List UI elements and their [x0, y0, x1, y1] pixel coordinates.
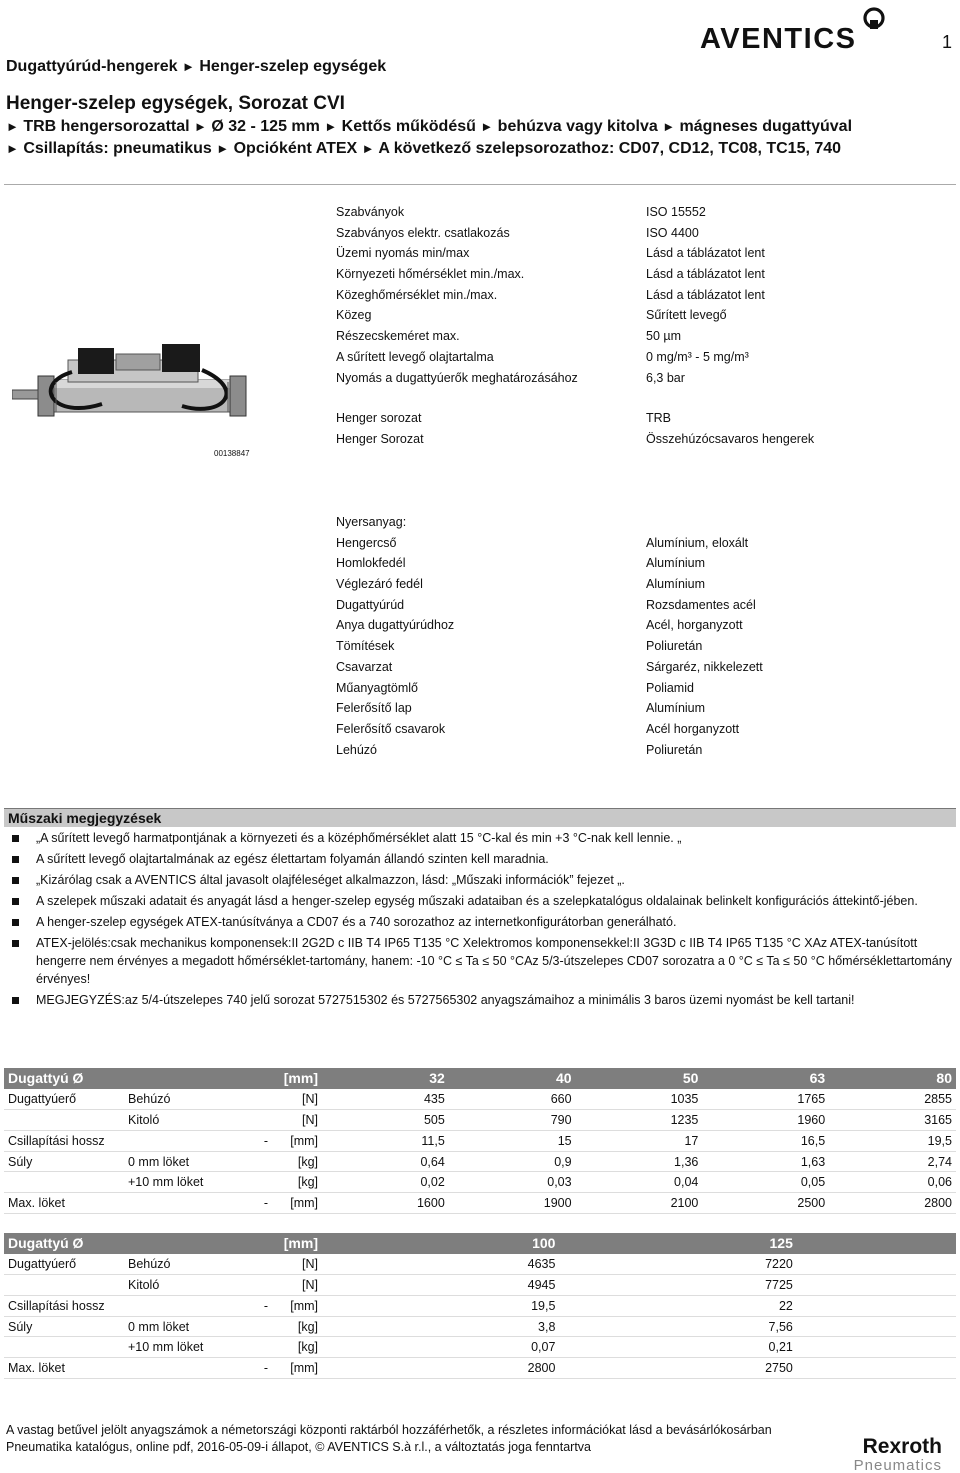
spec-value: Poliuretán — [646, 639, 703, 654]
table-cell — [903, 1254, 956, 1275]
spec-value: Lásd a táblázatot lent — [646, 267, 765, 282]
table-row — [4, 1193, 956, 1214]
table-cell: 2100 — [576, 1193, 703, 1214]
page-number: 1 — [941, 32, 952, 52]
spec-value: TRB — [646, 411, 671, 425]
table-cell: 1,36 — [576, 1151, 703, 1172]
spec-value: Lásd a táblázatot lent — [646, 287, 765, 302]
spec-row — [336, 350, 946, 371]
table-cell — [4, 1275, 124, 1296]
table-cell: 4945 — [322, 1275, 559, 1296]
table-cell: 660 — [449, 1089, 576, 1110]
table-cell: [kg] — [272, 1316, 322, 1337]
table-cell: 2855 — [829, 1089, 956, 1110]
subtitle-item: Csillapítás: pneumatikus — [23, 140, 212, 157]
table-header-cell: [mm] — [272, 1233, 322, 1254]
spec-value: ISO 4400 — [646, 225, 699, 240]
spec-label: Részecskeméret max. — [336, 329, 460, 344]
table-cell — [797, 1254, 850, 1275]
table-cell — [242, 1316, 272, 1337]
product-image — [12, 300, 250, 440]
note-item: A szelepek műszaki adatait és anyagát lásd a henger-szelep egység műszaki adataiban és a szelepkatalógus oldalainak belinkelt konfigurációs áttekintő-jében. — [12, 892, 954, 910]
spec-row — [336, 577, 946, 598]
table-cell: [mm] — [272, 1295, 322, 1316]
note-item: MEGJEGYZÉS:az 5/4-útszelepes 740 jelű sorozat 5727515302 és 5727565302 anyagszámaihoz a minimális 3 baros üzemi nyomást be kell tartani! — [12, 991, 954, 1009]
table-cell: [mm] — [272, 1358, 322, 1379]
subtitle-item: behúzva vagy kitolva — [497, 118, 658, 135]
table-cell: Kitoló — [124, 1110, 242, 1131]
table-cell: 1765 — [702, 1089, 829, 1110]
image-id: 00138847 — [214, 449, 250, 458]
spec-label: Felerősítő csavarok — [336, 721, 446, 736]
table-cell — [850, 1337, 903, 1358]
force-table-2 — [4, 1233, 956, 1379]
note-item: A henger-szelep egységek ATEX-tanúsítványa a CD07 és a 740 sorozathoz az internetkonfigurátorban generálható. — [12, 913, 954, 931]
rexroth-logo — [854, 1436, 942, 1473]
table-cell: 2,74 — [829, 1151, 956, 1172]
subtitle-item: Ø 32 - 125 mm — [211, 118, 320, 135]
table-cell — [850, 1316, 903, 1337]
table-cell: 1960 — [702, 1110, 829, 1131]
table-cell: 3165 — [829, 1110, 956, 1131]
table-cell — [850, 1254, 903, 1275]
spec-label: Henger Sorozat — [336, 431, 424, 446]
subtitle-item: TRB hengersorozattal — [23, 118, 190, 135]
table-cell: 0,21 — [559, 1337, 796, 1358]
table-cell: 790 — [449, 1110, 576, 1131]
spec-value: 0 mg/m³ - 5 mg/m³ — [646, 349, 749, 364]
spec-value: Lásd a táblázatot lent — [646, 246, 765, 261]
table-cell: +10 mm löket — [124, 1172, 242, 1193]
spec-row — [336, 701, 946, 722]
title-block — [6, 92, 852, 160]
table-header-cell — [797, 1233, 850, 1254]
table-cell: Kitoló — [124, 1275, 242, 1296]
table-header-cell — [242, 1068, 272, 1089]
table-cell: 7725 — [559, 1275, 796, 1296]
spec-value: Sárgaréz, nikkelezett — [646, 659, 763, 674]
table-cell: - — [242, 1358, 272, 1379]
table-header-row — [4, 1233, 956, 1254]
table-row — [4, 1275, 956, 1296]
spec-label: Henger sorozat — [336, 411, 422, 425]
table-cell — [242, 1089, 272, 1110]
table-cell — [903, 1295, 956, 1316]
table-cell: 3,8 — [322, 1316, 559, 1337]
spec-row — [336, 660, 946, 681]
spec-row — [336, 432, 946, 453]
spec-label: Közeghőmérséklet min./max. — [336, 287, 498, 302]
table-header-cell: 32 — [322, 1068, 449, 1089]
spec-label: Szabványok — [336, 205, 405, 219]
table-cell — [4, 1110, 124, 1131]
spec-value: Alumínium — [646, 556, 706, 571]
spec-value: Sűrített levegő — [646, 308, 727, 323]
rexroth-name: Rexroth — [862, 1435, 942, 1458]
spec-label: Véglezáró fedél — [336, 577, 423, 592]
spec-label: A sűrített levegő olajtartalma — [336, 349, 494, 364]
spec-row — [336, 536, 946, 557]
table-header-row — [4, 1068, 956, 1089]
table-cell: Max. löket — [4, 1358, 124, 1379]
table-cell — [124, 1295, 242, 1316]
table-header-cell: 80 — [829, 1068, 956, 1089]
table-header-cell: Dugattyú Ø — [4, 1068, 124, 1089]
table-cell: 0 mm löket — [124, 1151, 242, 1172]
spec-value: 50 µm — [646, 329, 681, 344]
spec-row — [336, 681, 946, 702]
table-cell: - — [242, 1130, 272, 1151]
table-cell: 2750 — [559, 1358, 796, 1379]
aventics-logo — [700, 4, 890, 54]
footer-copyright: Pneumatika katalógus, online pdf, 2016-05-09-i állapot, © AVENTICS S.à r.l., a változtatás joga fenntartva — [6, 1440, 592, 1454]
table-cell: 0,05 — [702, 1172, 829, 1193]
table-cell: 0,03 — [449, 1172, 576, 1193]
spec-row — [336, 371, 946, 392]
table-cell — [903, 1275, 956, 1296]
table-cell: 4635 — [322, 1254, 559, 1275]
table-cell — [850, 1358, 903, 1379]
arrow-icon: ► — [6, 119, 19, 134]
rexroth-sub: Pneumatics — [853, 1457, 942, 1473]
table-cell: [mm] — [272, 1193, 322, 1214]
table-cell: 0,9 — [449, 1151, 576, 1172]
table-cell — [797, 1275, 850, 1296]
spec-label: Dugattyúrúd — [336, 597, 405, 612]
table-cell — [903, 1337, 956, 1358]
table-cell: Csillapítási hossz — [4, 1295, 124, 1316]
spec-row — [336, 618, 946, 639]
table-cell — [4, 1172, 124, 1193]
page-title: Henger-szelep egységek, Sorozat CVI — [6, 93, 345, 114]
force-table-1 — [4, 1068, 956, 1214]
table-header-cell: 125 — [559, 1233, 796, 1254]
spec-row — [336, 288, 946, 309]
table-cell: Behúzó — [124, 1254, 242, 1275]
spec-row — [336, 743, 946, 764]
table-cell: 0 mm löket — [124, 1316, 242, 1337]
divider — [4, 184, 956, 185]
table-header-cell: 50 — [576, 1068, 703, 1089]
table-cell — [797, 1358, 850, 1379]
table-row — [4, 1130, 956, 1151]
arrow-icon: ► — [480, 119, 494, 134]
table-cell: Behúzó — [124, 1089, 242, 1110]
table-header-cell: [mm] — [272, 1068, 322, 1089]
arrow-icon: ► — [361, 141, 375, 156]
spec-value: ISO 15552 — [646, 205, 706, 219]
footer — [6, 1422, 806, 1456]
table-cell: [N] — [272, 1089, 322, 1110]
note-item: A sűrített levegő olajtartalmának az egész élettartam folyamán állandó szinten kell maradnia. — [12, 850, 954, 868]
table-cell: Dugattyúerő — [4, 1254, 124, 1275]
spec-label: Homlokfedél — [336, 556, 406, 571]
table-cell: 2800 — [829, 1193, 956, 1214]
table-cell: [kg] — [272, 1151, 322, 1172]
spec-row — [336, 308, 946, 329]
table-cell: [N] — [272, 1110, 322, 1131]
spec-row — [336, 411, 946, 432]
table-cell — [797, 1337, 850, 1358]
table-cell — [242, 1172, 272, 1193]
spec-row — [336, 205, 946, 226]
spec-row — [336, 515, 946, 536]
arrow-icon: ► — [6, 141, 19, 156]
spec-label: Nyersanyag: — [336, 515, 407, 529]
table-header-cell: Dugattyú Ø — [4, 1233, 124, 1254]
subtitle-line-1 — [6, 116, 852, 138]
spec-value: Alumínium, eloxált — [646, 535, 749, 550]
spec-label: Közeg — [336, 308, 372, 323]
table-cell: 1600 — [322, 1193, 449, 1214]
spec-value: Alumínium — [646, 701, 706, 716]
spec-value: Poliuretán — [646, 742, 703, 757]
breadcrumb-part1: Dugattyúrúd-hengerek — [6, 58, 178, 75]
table-cell — [850, 1275, 903, 1296]
table-cell: 1035 — [576, 1089, 703, 1110]
subtitle-item: Opcióként ATEX — [233, 140, 358, 157]
table-cell: 1235 — [576, 1110, 703, 1131]
table-cell — [124, 1193, 242, 1214]
spec-row — [336, 556, 946, 577]
spec-label: Műanyagtömlő — [336, 680, 418, 695]
table-row — [4, 1089, 956, 1110]
subtitle-item: A következő szelepsorozathoz: CD07, CD12, TC08, TC15, 740 — [378, 140, 842, 157]
spec-value: Összehúzócsavaros hengerek — [646, 431, 815, 446]
table-cell: Max. löket — [4, 1193, 124, 1214]
table-header-cell — [124, 1233, 242, 1254]
spec-label: Nyomás a dugattyúerők meghatározásához — [336, 370, 578, 385]
table-row — [4, 1295, 956, 1316]
spec-row — [336, 639, 946, 660]
table-cell: 2800 — [322, 1358, 559, 1379]
spec-label: Anya dugattyúrúdhoz — [336, 618, 455, 633]
table-cell — [903, 1316, 956, 1337]
table-row — [4, 1337, 956, 1358]
table-cell: 15 — [449, 1130, 576, 1151]
spec-label: Hengercső — [336, 535, 397, 550]
spec-label: Üzemi nyomás min/max — [336, 246, 470, 261]
table-cell: [mm] — [272, 1130, 322, 1151]
spec-list — [336, 205, 946, 391]
spec-label: Csavarzat — [336, 659, 393, 674]
table-header-cell: 40 — [449, 1068, 576, 1089]
table-header-cell — [124, 1068, 242, 1089]
spec-label: Felerősítő lap — [336, 701, 412, 716]
arrow-icon: ► — [662, 119, 676, 134]
table-row — [4, 1316, 956, 1337]
series-list — [336, 411, 946, 452]
svg-text:AVENTICS: AVENTICS — [700, 23, 857, 54]
spec-row — [336, 722, 946, 743]
table-cell: 17 — [576, 1130, 703, 1151]
spec-value: Alumínium — [646, 577, 706, 592]
table-cell: +10 mm löket — [124, 1337, 242, 1358]
table-cell: 0,07 — [322, 1337, 559, 1358]
footer-note: A vastag betűvel jelölt anyagszámok a németországi központi raktárból hozzáférhetők, a részletes információkat lásd a bevásárlókosárban — [6, 1423, 772, 1437]
arrow-icon: ► — [324, 119, 338, 134]
note-item: „A sűrített levegő harmatpontjának a környezeti és a középhőmérséklet alatt 15 °C-kal és min +3 °C-nak kell lennie. „ — [12, 829, 954, 847]
subtitle-item: Kettős működésű — [341, 118, 476, 135]
table-cell: - — [242, 1295, 272, 1316]
table-header-cell — [850, 1233, 903, 1254]
breadcrumb-part2: Henger-szelep egységek — [199, 58, 387, 75]
table-row — [4, 1110, 956, 1131]
table-cell: 1,63 — [702, 1151, 829, 1172]
arrow-icon: ► — [216, 141, 230, 156]
table-row — [4, 1151, 956, 1172]
spec-value: Poliamid — [646, 680, 694, 695]
note-item: „Kizárólag csak a AVENTICS által javasolt olajféleséget alkalmazzon, lásd: „Műszaki információk” fejezet „. — [12, 871, 954, 889]
table-cell: 7220 — [559, 1254, 796, 1275]
table-cell: Súly — [4, 1316, 124, 1337]
spec-row — [336, 329, 946, 350]
spec-value: Rozsdamentes acél — [646, 597, 756, 612]
spec-label: Környezeti hőmérséklet min./max. — [336, 267, 525, 282]
table-header-cell — [903, 1233, 956, 1254]
table-cell — [124, 1358, 242, 1379]
spec-value: Acél, horganyzott — [646, 618, 743, 633]
table-cell: 0,06 — [829, 1172, 956, 1193]
subtitle-item: mágneses dugattyúval — [679, 118, 853, 135]
table-cell: 11,5 — [322, 1130, 449, 1151]
table-cell — [242, 1254, 272, 1275]
spec-label: Lehúzó — [336, 742, 378, 757]
table-cell: 19,5 — [829, 1130, 956, 1151]
note-item: ATEX-jelölés:csak mechanikus komponensek:II 2G2D c IIB T4 IP65 T135 °C Xelektromos komponensekkel:II 3G3D c IIB T4 IP65 T135 °C XAz ATEX-tanúsított hengerre nem érvényes a megadott hőmérséklet-tartomány, hanem: -10 °C ≤ Ta ≤ 50 °CAz 5/3-útszelepes CD07 sorozatra a 0 °C ≤ Ta ≤ 50 °C hőmérséklettartomány érvényes! — [12, 934, 954, 988]
table-cell: Csillapítási hossz — [4, 1130, 124, 1151]
table-cell: 16,5 — [702, 1130, 829, 1151]
table-cell — [242, 1110, 272, 1131]
table-cell: Dugattyúerő — [4, 1089, 124, 1110]
table-row — [4, 1254, 956, 1275]
table-cell — [242, 1337, 272, 1358]
table-cell: [N] — [272, 1254, 322, 1275]
table-cell: 1900 — [449, 1193, 576, 1214]
spec-row — [336, 598, 946, 619]
table-cell: 7,56 — [559, 1316, 796, 1337]
table-cell — [903, 1358, 956, 1379]
spec-value — [646, 515, 946, 536]
table-cell: 19,5 — [322, 1295, 559, 1316]
table-cell — [4, 1337, 124, 1358]
table-row — [4, 1172, 956, 1193]
table-cell — [242, 1151, 272, 1172]
spec-label: Tömítések — [336, 639, 395, 654]
table-cell: 0,04 — [576, 1172, 703, 1193]
spec-value: Acél horganyzott — [646, 721, 740, 736]
table-header-cell: 100 — [322, 1233, 559, 1254]
notes-heading: Műszaki megjegyzések — [4, 808, 956, 827]
table-cell: [N] — [272, 1275, 322, 1296]
table-cell: 505 — [322, 1110, 449, 1131]
notes-list — [12, 829, 954, 1012]
arrow-icon: ► — [182, 59, 195, 74]
table-cell: - — [242, 1193, 272, 1214]
spec-label: Szabványos elektr. csatlakozás — [336, 225, 510, 240]
table-cell: [kg] — [272, 1172, 322, 1193]
spec-row — [336, 226, 946, 247]
arrow-icon: ► — [194, 119, 207, 134]
table-cell: 22 — [559, 1295, 796, 1316]
table-cell: [kg] — [272, 1337, 322, 1358]
table-row — [4, 1358, 956, 1379]
spec-row — [336, 246, 946, 267]
table-cell: Súly — [4, 1151, 124, 1172]
breadcrumb — [6, 58, 386, 76]
subtitle-line-2 — [6, 138, 852, 160]
spec-row — [336, 267, 946, 288]
table-cell — [850, 1295, 903, 1316]
table-header-cell: 63 — [702, 1068, 829, 1089]
table-cell: 2500 — [702, 1193, 829, 1214]
table-cell: 435 — [322, 1089, 449, 1110]
table-cell: 0,02 — [322, 1172, 449, 1193]
table-cell — [797, 1316, 850, 1337]
table-cell — [242, 1275, 272, 1296]
table-header-cell — [242, 1233, 272, 1254]
table-cell: 0,64 — [322, 1151, 449, 1172]
table-cell — [124, 1130, 242, 1151]
spec-value: 6,3 bar — [646, 370, 685, 385]
materials-list — [336, 515, 946, 763]
table-cell — [797, 1295, 850, 1316]
